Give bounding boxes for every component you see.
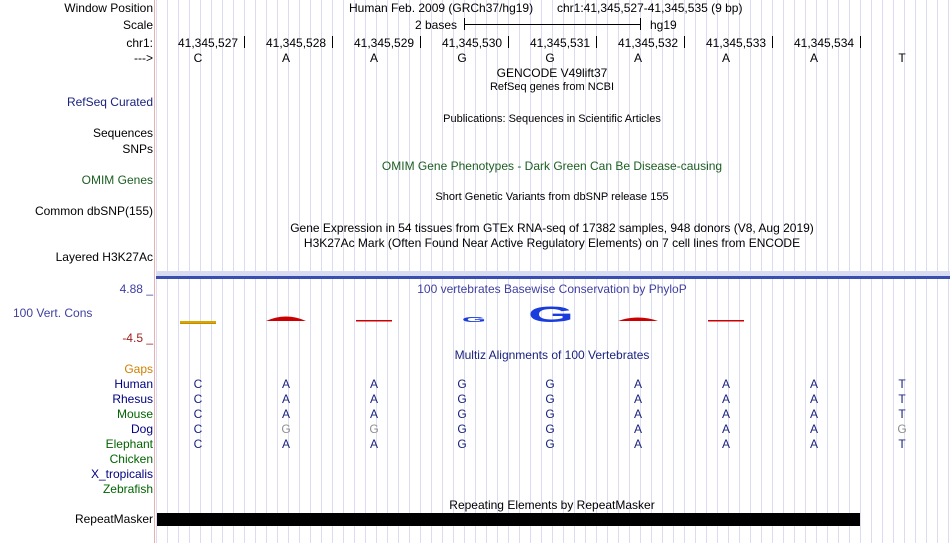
sequence-base: G	[457, 51, 467, 65]
chrom-label[interactable]: chr1:	[126, 36, 153, 50]
alignment-base: T	[898, 437, 906, 451]
alignment-base: G	[545, 377, 555, 391]
multiz-track-title[interactable]: Multiz Alignments of 100 Vertebrates	[454, 348, 650, 362]
sequence-base: A	[809, 51, 819, 65]
coordinate-label: 41,345,532	[618, 36, 679, 50]
alignment-base: A	[633, 407, 643, 421]
conservation-logo	[156, 296, 950, 332]
cons-base-a2	[356, 320, 392, 322]
species-label[interactable]: Elephant	[105, 437, 153, 451]
alignment-base: A	[721, 422, 731, 436]
alignment-base: T	[898, 392, 906, 406]
coordinate-label: 41,345,533	[706, 36, 767, 50]
alignment-base: C	[193, 422, 203, 436]
alignment-base: G	[545, 437, 555, 451]
cons-base-a1	[266, 317, 306, 322]
sequence-base: C	[193, 51, 203, 65]
coordinate-tick	[772, 36, 773, 48]
h3k27ac-track-title[interactable]: H3K27Ac Mark (Often Found Near Active Regulatory Elements) on 7 cell lines from ENCODE	[303, 236, 801, 250]
cons-track-label[interactable]: 100 Vert. Cons	[13, 306, 93, 320]
coordinate-tick	[684, 36, 685, 48]
cons-base-g1: G	[462, 315, 487, 324]
alignment-base: G	[457, 437, 467, 451]
alignment-base: A	[633, 377, 643, 391]
alignment-base: A	[809, 422, 819, 436]
species-label[interactable]: Human	[114, 377, 153, 391]
scale-text: 2 bases	[415, 18, 458, 32]
alignment-base: A	[809, 407, 819, 421]
dbsnp-track-title[interactable]: Short Genetic Variants from dbSNP release 155	[435, 191, 669, 203]
coordinate-label: 41,345,531	[530, 36, 591, 50]
publications-track-title[interactable]: Publications: Sequences in Scientific Articles	[443, 113, 661, 125]
cons-min-label: -4.5 _	[122, 331, 153, 345]
alignment-base: A	[721, 407, 731, 421]
coordinate-tick	[508, 36, 509, 48]
alignment-base: G	[457, 422, 467, 436]
strand-label[interactable]: --->	[134, 51, 153, 65]
alignment-base: G	[897, 422, 907, 436]
alignment-base: A	[721, 392, 731, 406]
sequence-base: A	[721, 51, 731, 65]
species-label[interactable]: X_tropicalis	[90, 467, 153, 481]
sequence-base: A	[369, 51, 379, 65]
alignment-base: C	[193, 392, 203, 406]
scale-db: hg19	[650, 18, 677, 32]
alignment-base: A	[281, 407, 291, 421]
assembly-text: Human Feb. 2009 (GRCh37/hg19)	[349, 1, 534, 15]
coordinate-tick	[596, 36, 597, 48]
sequence-base: G	[545, 51, 555, 65]
repeatmasker-track-title[interactable]: Repeating Elements by RepeatMasker	[449, 498, 655, 512]
species-label[interactable]: Mouse	[116, 407, 153, 421]
sequence-base: A	[633, 51, 643, 65]
alignment-base: A	[633, 392, 643, 406]
coordinate-tick	[244, 36, 245, 48]
alignment-base: A	[369, 377, 379, 391]
gencode-track-title[interactable]: GENCODE V49lift37	[496, 66, 608, 80]
alignment-base: G	[457, 392, 467, 406]
scale-bar-right	[640, 18, 641, 30]
alignment-base: G	[545, 392, 555, 406]
cons-base-g2: G	[528, 302, 574, 327]
coordinate-tick	[332, 36, 333, 48]
coordinate-tick	[420, 36, 421, 48]
species-label[interactable]: Chicken	[109, 452, 153, 466]
alignment-base: G	[369, 422, 379, 436]
omim-track-title[interactable]: OMIM Gene Phenotypes - Dark Green Can Be Disease-causing	[381, 159, 723, 173]
cons-base-a4	[708, 320, 744, 322]
common-dbsnp-label[interactable]: Common dbSNP(155)	[34, 204, 153, 218]
species-label[interactable]: Gaps	[124, 362, 153, 376]
alignment-base: C	[193, 377, 203, 391]
sequences-label[interactable]: Sequences	[92, 126, 153, 140]
track-left-border	[154, 0, 155, 543]
position-text: chr1:41,345,527-41,345,535 (9 bp)	[557, 1, 743, 15]
alignment-base: G	[281, 422, 291, 436]
refseq-curated-label[interactable]: RefSeq Curated	[66, 95, 153, 109]
sequence-base: T	[898, 51, 906, 65]
sequence-base: A	[281, 51, 291, 65]
cons-base-a3	[618, 318, 658, 322]
coordinate-label: 41,345,530	[442, 36, 503, 50]
alignment-base: A	[809, 377, 819, 391]
layered-h3k27ac-label[interactable]: Layered H3K27Ac	[55, 250, 153, 264]
coordinate-label: 41,345,528	[266, 36, 327, 50]
coordinate-label: 41,345,534	[794, 36, 855, 50]
repeatmasker-label[interactable]: RepeatMasker	[74, 512, 153, 526]
alignment-base: C	[193, 407, 203, 421]
alignment-base: A	[369, 407, 379, 421]
coordinate-label: 41,345,529	[354, 36, 415, 50]
alignment-base: G	[545, 407, 555, 421]
conservation-track-title[interactable]: 100 vertebrates Basewise Conservation by PhyloP	[417, 282, 687, 296]
species-label[interactable]: Rhesus	[112, 392, 153, 406]
refseq-track-title[interactable]: RefSeq genes from NCBI	[489, 81, 615, 93]
alignment-base: C	[193, 437, 203, 451]
alignment-base: G	[545, 422, 555, 436]
alignment-base: G	[457, 377, 467, 391]
alignment-base: A	[633, 437, 643, 451]
alignment-base: A	[809, 437, 819, 451]
alignment-base: A	[721, 377, 731, 391]
alignment-base: A	[809, 392, 819, 406]
alignment-base: T	[898, 407, 906, 421]
alignment-base: A	[633, 422, 643, 436]
cons-base-c	[180, 321, 216, 324]
coordinate-tick	[860, 36, 861, 48]
scale-bar	[464, 24, 641, 25]
alignment-base: A	[369, 392, 379, 406]
cons-max-label: 4.88 _	[119, 282, 153, 296]
track-separator	[156, 276, 950, 279]
alignment-base: A	[369, 437, 379, 451]
alignment-base: A	[281, 437, 291, 451]
scale-label: Scale	[122, 18, 153, 32]
species-label[interactable]: Dog	[130, 422, 153, 436]
alignment-base: T	[898, 377, 906, 391]
alignment-base: A	[721, 437, 731, 451]
coordinate-label: 41,345,527	[178, 36, 239, 50]
alignment-base: A	[281, 377, 291, 391]
window-position-label: Window Position	[64, 1, 153, 15]
repeat-element-bar[interactable]	[157, 513, 860, 526]
omim-genes-label[interactable]: OMIM Genes	[81, 173, 153, 187]
species-label[interactable]: Zebrafish	[102, 482, 153, 496]
snps-label[interactable]: SNPs	[122, 142, 153, 156]
alignment-base: A	[281, 392, 291, 406]
gtex-track-title[interactable]: Gene Expression in 54 tissues from GTEx RNA-seq of 17382 samples, 948 donors (V8, Aug 2019)	[290, 221, 814, 235]
alignment-base: G	[457, 407, 467, 421]
